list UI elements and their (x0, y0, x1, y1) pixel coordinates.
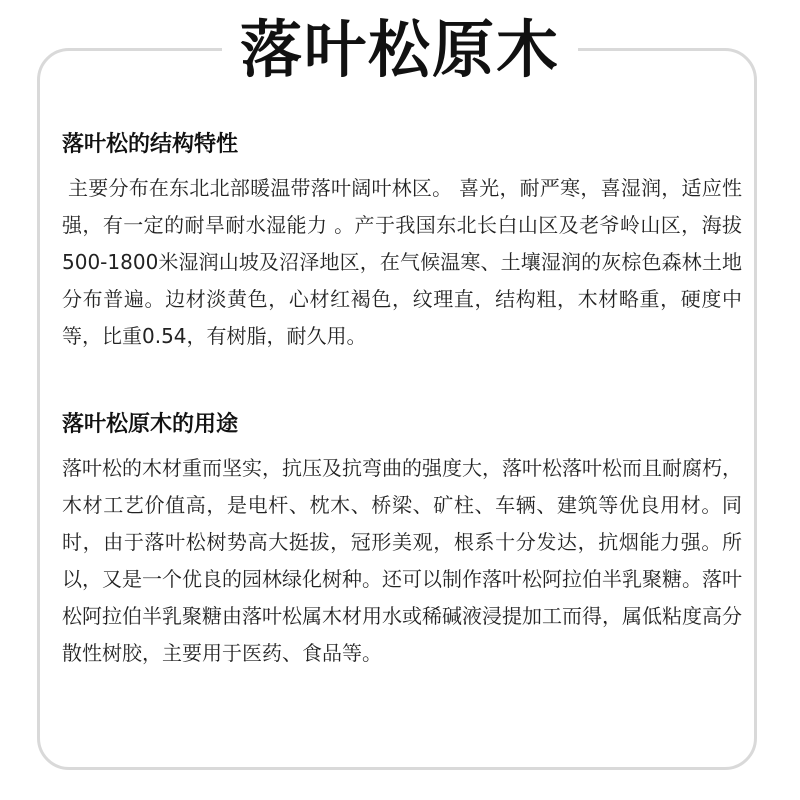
page-title: 落叶松原木 (222, 0, 578, 96)
section-body: 落叶松的木材重而坚实，抗压及抗弯曲的强度大，落叶松落叶松而且耐腐朽，木材工艺价值高，是电杆、枕木、桥梁、矿柱、车辆、建筑等优良用材。同时，由于落叶松树势高大挺拔，冠形美观，根系十分发达，抗烟能力强。所以，又是一个优良的园林绿化树种。还可以制作落叶松阿拉伯半乳聚糖。落叶松阿拉伯半乳聚糖由落叶松属木材用水或稀碱液浸提加工而得，属低粘度高分散性树胶，主要用于医药、食品等。 (62, 456, 742, 665)
title-wrapper (0, 0, 800, 96)
section-heading: 落叶松原木的用途 (62, 412, 239, 437)
section-heading: 落叶松的结构特性 (62, 132, 239, 157)
section-body: 主要分布在东北北部暖温带落叶阔叶林区。 喜光，耐严寒，喜湿润，适应性强，有一定的耐旱耐水湿能力 。产于我国东北长白山区及老爷岭山区，海拔500-1800米湿润山坡及沼泽地区，在气候温寒、土壤湿润的灰棕色森林土地分布普遍。边材淡黄色，心材红褐色，纹理直，结构粗，木材略重，硬度中等，比重0.54，有树脂，耐久用。 (62, 176, 742, 348)
section-structure (62, 128, 742, 355)
section-uses (62, 408, 742, 672)
